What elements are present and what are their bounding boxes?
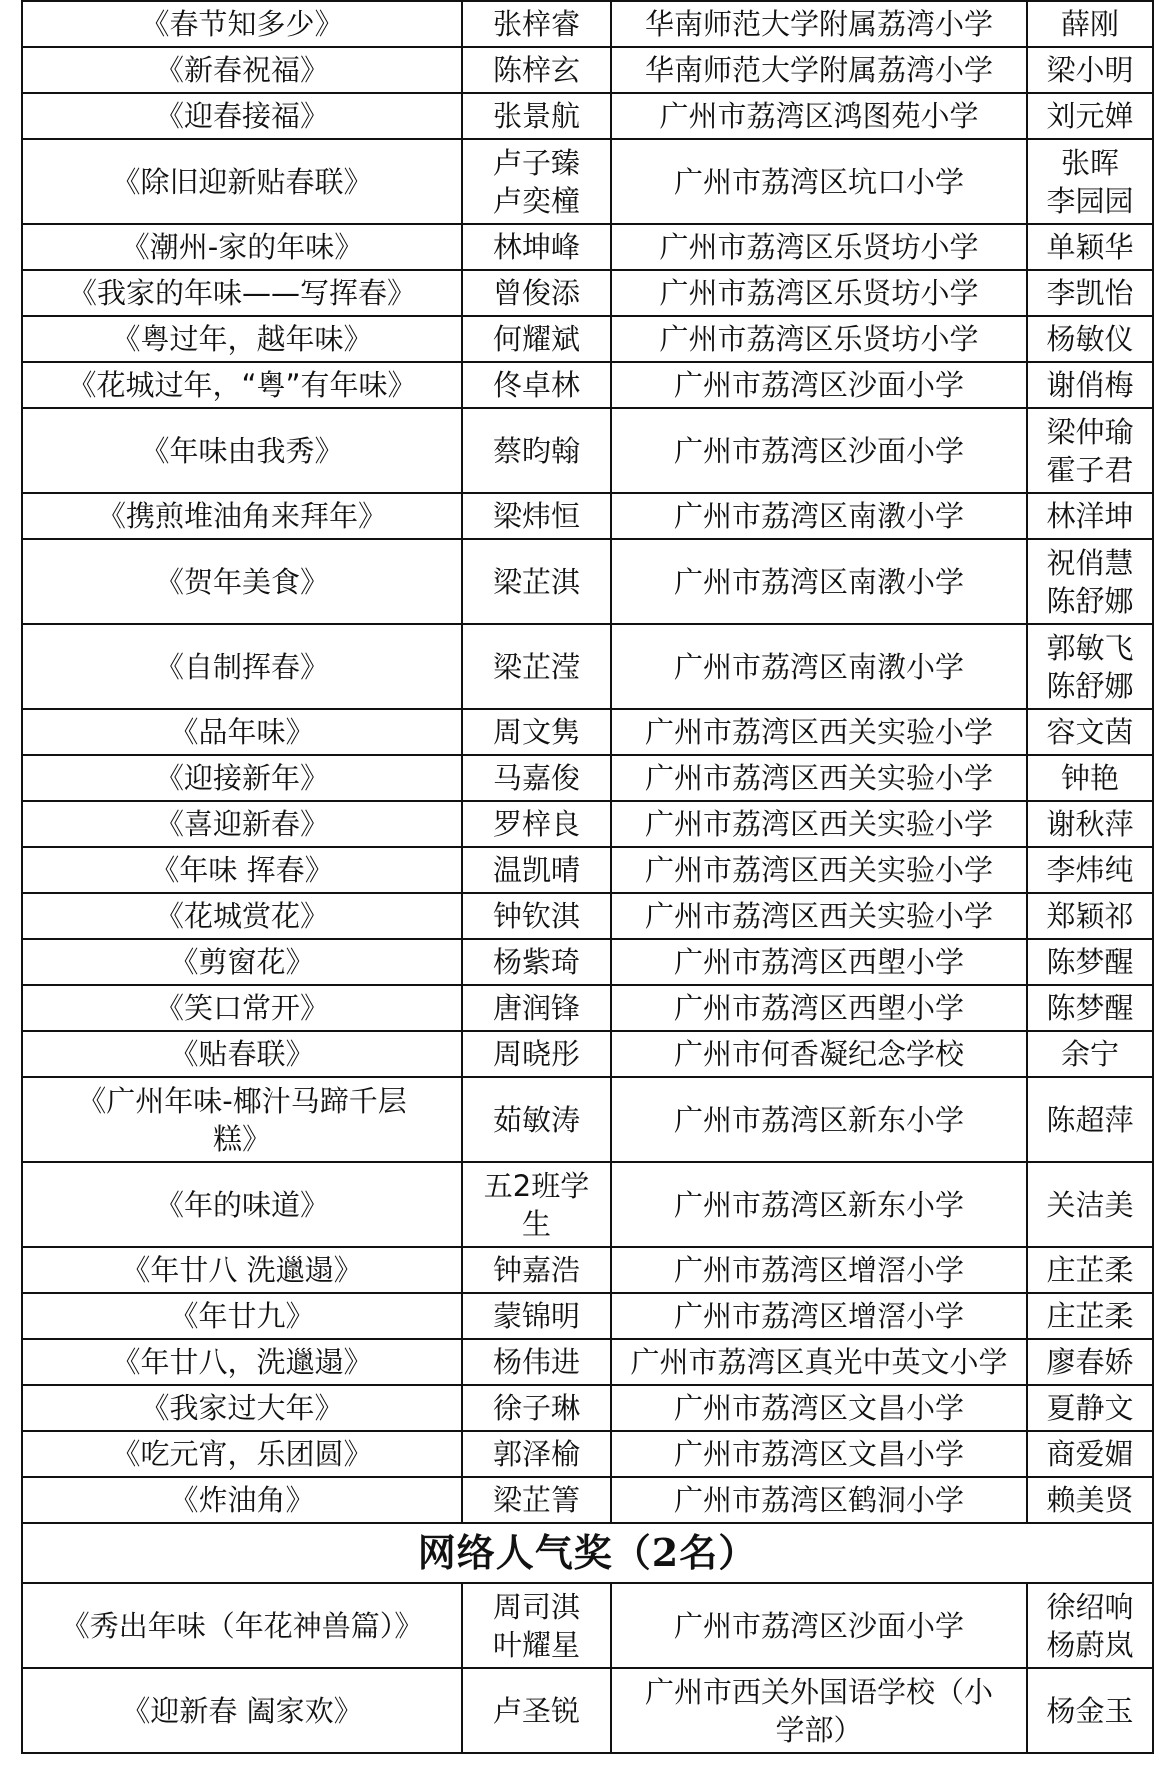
table-row — [22, 93, 1153, 139]
teacher-name-cell — [1027, 709, 1153, 755]
work-title-cell-line: 《喜迎新春》 — [154, 807, 329, 841]
work-title-cell-line: 《潮州-家的年味》 — [120, 230, 364, 264]
teacher-name-cell-line-2: 李园园 — [1046, 183, 1134, 218]
student-name-cell-line: 梁炜恒 — [492, 499, 580, 533]
work-title-cell — [22, 270, 462, 316]
school-name-cell-line: 华南师范大学附属荔湾小学 — [644, 53, 993, 87]
student-name-cell — [462, 624, 611, 709]
teacher-name-cell — [1027, 539, 1153, 624]
work-title-cell — [22, 939, 462, 985]
teacher-name-cell-line: 杨金玉 — [1046, 1693, 1134, 1728]
school-name-cell-line: 广州市荔湾区西塱小学 — [673, 991, 964, 1025]
student-name-cell-line-2: 卢奕橦 — [492, 183, 580, 218]
school-name-cell — [611, 47, 1027, 93]
table-row — [22, 624, 1153, 709]
student-name-cell — [462, 493, 611, 539]
student-name-cell — [462, 801, 611, 847]
school-name-cell — [611, 1, 1027, 47]
work-title-cell — [22, 801, 462, 847]
table-row — [22, 408, 1153, 493]
work-title-cell — [22, 755, 462, 801]
student-name-cell — [462, 939, 611, 985]
teacher-name-cell — [1027, 316, 1153, 362]
teacher-name-cell-line: 夏静文 — [1046, 1391, 1134, 1425]
student-name-cell-line: 罗梓良 — [492, 807, 580, 841]
student-name-cell — [462, 539, 611, 624]
school-name-cell-line: 广州市荔湾区乐贤坊小学 — [659, 230, 979, 264]
work-title-cell — [22, 1477, 462, 1523]
table-row — [22, 755, 1153, 801]
student-name-cell-line: 张梓睿 — [492, 7, 580, 41]
teacher-name-cell — [1027, 270, 1153, 316]
work-title-cell-line: 《我家过大年》 — [140, 1391, 344, 1425]
teacher-name-cell — [1027, 1293, 1153, 1339]
work-title-cell-line: 《吃元宵，乐团圆》 — [111, 1437, 373, 1471]
teacher-name-cell-line-2: 霍子君 — [1046, 452, 1134, 487]
teacher-name-cell — [1027, 408, 1153, 493]
student-name-cell-line-2: 生 — [521, 1206, 551, 1241]
school-name-cell-line: 广州市荔湾区西关实验小学 — [644, 715, 993, 749]
work-title-cell — [22, 93, 462, 139]
work-title-cell-line: 《年廿九》 — [169, 1299, 315, 1333]
work-title-cell — [22, 1385, 462, 1431]
table-row — [22, 1162, 1153, 1247]
school-name-cell — [611, 1077, 1027, 1162]
work-title-cell-line: 《炸油角》 — [169, 1483, 315, 1517]
teacher-name-cell-line: 容文茵 — [1046, 715, 1134, 749]
school-name-cell — [611, 1583, 1027, 1668]
table-row — [22, 47, 1153, 93]
work-title-cell — [22, 1339, 462, 1385]
teacher-name-cell — [1027, 93, 1153, 139]
student-name-cell-line: 张景航 — [492, 99, 580, 133]
student-name-cell — [462, 139, 611, 224]
student-name-cell-line: 温凯晴 — [492, 853, 580, 887]
teacher-name-cell — [1027, 1077, 1153, 1162]
school-name-cell-line: 广州市荔湾区南漖小学 — [673, 499, 964, 533]
student-name-cell — [462, 1477, 611, 1523]
school-name-cell-line: 广州市荔湾区沙面小学 — [673, 1608, 964, 1643]
work-title-cell — [22, 493, 462, 539]
work-title-cell-line: 《新春祝福》 — [154, 53, 329, 87]
student-name-cell-line: 徐子琳 — [492, 1391, 580, 1425]
school-name-cell — [611, 1293, 1027, 1339]
work-title-cell — [22, 709, 462, 755]
student-name-cell — [462, 1, 611, 47]
student-name-cell — [462, 362, 611, 408]
student-name-cell-line: 梁芷箐 — [492, 1483, 580, 1517]
school-name-cell — [611, 985, 1027, 1031]
teacher-name-cell — [1027, 939, 1153, 985]
student-name-cell-line: 周晓彤 — [492, 1037, 580, 1071]
student-name-cell-line: 钟嘉浩 — [492, 1253, 580, 1287]
table-row — [22, 270, 1153, 316]
school-name-cell-line: 广州市荔湾区西塱小学 — [673, 945, 964, 979]
work-title-cell — [22, 1293, 462, 1339]
teacher-name-cell-line-2: 杨蔚岚 — [1046, 1627, 1134, 1662]
awards-table-body — [22, 1, 1153, 1753]
school-name-cell-line: 广州市荔湾区南漖小学 — [673, 564, 964, 599]
teacher-name-cell-line: 李凯怡 — [1046, 276, 1134, 310]
teacher-name-cell — [1027, 624, 1153, 709]
teacher-name-cell-line: 刘元婵 — [1046, 99, 1134, 133]
teacher-name-cell-line: 赖美贤 — [1046, 1483, 1134, 1517]
student-name-cell — [462, 1339, 611, 1385]
school-name-cell — [611, 362, 1027, 408]
work-title-cell-line: 《迎接新年》 — [154, 761, 329, 795]
teacher-name-cell — [1027, 1431, 1153, 1477]
school-name-cell-line: 广州市荔湾区鸿图苑小学 — [659, 99, 979, 133]
student-name-cell — [462, 1668, 611, 1753]
student-name-cell-line: 周文隽 — [492, 715, 580, 749]
work-title-cell-line: 《广州年味-椰汁马蹄千层 — [77, 1083, 407, 1118]
student-name-cell-line: 卢圣锐 — [492, 1693, 580, 1728]
school-name-cell-line: 广州市何香凝纪念学校 — [673, 1037, 964, 1071]
teacher-name-cell — [1027, 1, 1153, 47]
table-row — [22, 1, 1153, 47]
work-title-cell — [22, 47, 462, 93]
student-name-cell-line: 蒙锦明 — [492, 1299, 580, 1333]
school-name-cell — [611, 316, 1027, 362]
school-name-cell — [611, 1668, 1027, 1753]
student-name-cell — [462, 224, 611, 270]
teacher-name-cell — [1027, 1247, 1153, 1293]
teacher-name-cell-line: 陈梦醒 — [1046, 945, 1134, 979]
teacher-name-cell-line: 郭敏飞 — [1046, 630, 1134, 665]
teacher-name-cell — [1027, 47, 1153, 93]
work-title-cell — [22, 985, 462, 1031]
work-title-cell — [22, 539, 462, 624]
teacher-name-cell — [1027, 1477, 1153, 1523]
teacher-name-cell — [1027, 755, 1153, 801]
school-name-cell — [611, 139, 1027, 224]
student-name-cell — [462, 755, 611, 801]
school-name-cell-line: 广州市西关外国语学校（小 — [644, 1674, 993, 1709]
work-title-cell — [22, 1247, 462, 1293]
school-name-cell-line: 广州市荔湾区增滘小学 — [673, 1299, 964, 1333]
student-name-cell — [462, 316, 611, 362]
teacher-name-cell-line: 商爱媚 — [1046, 1437, 1134, 1471]
work-title-cell-line: 《贺年美食》 — [154, 564, 329, 599]
school-name-cell-line: 广州市荔湾区乐贤坊小学 — [659, 322, 979, 356]
teacher-name-cell-line: 钟艳 — [1060, 761, 1119, 795]
student-name-cell — [462, 1431, 611, 1477]
teacher-name-cell-line: 谢俏梅 — [1046, 368, 1134, 402]
school-name-cell — [611, 893, 1027, 939]
teacher-name-cell-line: 陈梦醒 — [1046, 991, 1134, 1025]
work-title-cell-line: 《年廿八 洗邋遢》 — [121, 1253, 363, 1287]
teacher-name-cell-line: 梁仲瑜 — [1046, 414, 1134, 449]
school-name-cell-line: 广州市荔湾区沙面小学 — [673, 368, 964, 402]
work-title-cell-line: 《我家的年味——写挥春》 — [67, 276, 416, 310]
work-title-cell-line: 《迎新春 阖家欢》 — [121, 1693, 363, 1728]
school-name-cell-line-2: 学部） — [775, 1712, 863, 1747]
table-row — [22, 139, 1153, 224]
teacher-name-cell-line: 杨敏仪 — [1046, 322, 1134, 356]
work-title-cell-line: 《花城过年，“粤”有年味》 — [67, 368, 417, 402]
school-name-cell — [611, 939, 1027, 985]
school-name-cell — [611, 801, 1027, 847]
table-row — [22, 1247, 1153, 1293]
student-name-cell — [462, 847, 611, 893]
student-name-cell — [462, 270, 611, 316]
teacher-name-cell-line: 单颖华 — [1046, 230, 1134, 264]
work-title-cell — [22, 893, 462, 939]
student-name-cell — [462, 47, 611, 93]
school-name-cell-line: 广州市荔湾区新东小学 — [673, 1187, 964, 1222]
teacher-name-cell-line: 廖春娇 — [1046, 1345, 1134, 1379]
table-row — [22, 1583, 1153, 1668]
work-title-cell-line: 《自制挥春》 — [154, 649, 329, 684]
student-name-cell — [462, 709, 611, 755]
work-title-cell — [22, 847, 462, 893]
student-name-cell — [462, 408, 611, 493]
student-name-cell-line: 杨紫琦 — [492, 945, 580, 979]
table-row — [22, 1031, 1153, 1077]
school-name-cell — [611, 1247, 1027, 1293]
school-name-cell-line: 广州市荔湾区西关实验小学 — [644, 761, 993, 795]
awards-table-sheet — [21, 0, 1152, 1754]
teacher-name-cell-line: 李炜纯 — [1046, 853, 1134, 887]
work-title-cell-line: 《年廿八，洗邋遢》 — [111, 1345, 373, 1379]
work-title-cell — [22, 1077, 462, 1162]
teacher-name-cell — [1027, 1031, 1153, 1077]
awards-table — [21, 0, 1154, 1754]
work-title-cell-line: 《贴春联》 — [169, 1037, 315, 1071]
school-name-cell — [611, 847, 1027, 893]
student-name-cell-line: 何耀斌 — [492, 322, 580, 356]
teacher-name-cell — [1027, 362, 1153, 408]
teacher-name-cell — [1027, 493, 1153, 539]
table-row — [22, 1477, 1153, 1523]
student-name-cell-line: 林坤峰 — [492, 230, 580, 264]
school-name-cell-line: 广州市荔湾区鹤洞小学 — [673, 1483, 964, 1517]
table-row — [22, 1668, 1153, 1753]
school-name-cell — [611, 755, 1027, 801]
table-row — [22, 362, 1153, 408]
student-name-cell-line: 五2班学 — [483, 1168, 590, 1203]
teacher-name-cell — [1027, 893, 1153, 939]
section-row — [22, 1523, 1153, 1583]
table-row — [22, 801, 1153, 847]
school-name-cell — [611, 224, 1027, 270]
student-name-cell-line-2: 叶耀星 — [492, 1627, 580, 1662]
school-name-cell-line: 广州市荔湾区西关实验小学 — [644, 899, 993, 933]
teacher-name-cell — [1027, 224, 1153, 270]
table-row — [22, 224, 1153, 270]
teacher-name-cell-line: 张晖 — [1060, 145, 1119, 180]
work-title-cell — [22, 316, 462, 362]
teacher-name-cell-line: 谢秋萍 — [1046, 807, 1134, 841]
teacher-name-cell-line: 庄芷柔 — [1046, 1299, 1134, 1333]
work-title-cell-line: 《花城赏花》 — [154, 899, 329, 933]
work-title-cell — [22, 362, 462, 408]
school-name-cell-line: 华南师范大学附属荔湾小学 — [644, 7, 993, 41]
school-name-cell — [611, 93, 1027, 139]
teacher-name-cell-line: 关洁美 — [1046, 1187, 1134, 1222]
teacher-name-cell-line: 梁小明 — [1046, 53, 1134, 87]
table-row — [22, 1293, 1153, 1339]
work-title-cell — [22, 224, 462, 270]
table-row — [22, 1077, 1153, 1162]
work-title-cell-line: 《笑口常开》 — [154, 991, 329, 1025]
student-name-cell — [462, 93, 611, 139]
teacher-name-cell-line-2: 陈舒娜 — [1046, 583, 1134, 618]
table-row — [22, 939, 1153, 985]
school-name-cell — [611, 408, 1027, 493]
teacher-name-cell — [1027, 1339, 1153, 1385]
student-name-cell — [462, 1247, 611, 1293]
teacher-name-cell-line: 徐绍响 — [1046, 1589, 1134, 1624]
teacher-name-cell — [1027, 1583, 1153, 1668]
student-name-cell-line: 周司淇 — [492, 1589, 580, 1624]
school-name-cell-line: 广州市荔湾区文昌小学 — [673, 1391, 964, 1425]
work-title-cell-line: 《剪窗花》 — [169, 945, 315, 979]
school-name-cell — [611, 539, 1027, 624]
work-title-cell — [22, 1583, 462, 1668]
work-title-cell-line: 《年味 挥春》 — [150, 853, 334, 887]
student-name-cell-line: 蔡昀翰 — [492, 433, 580, 468]
school-name-cell — [611, 1031, 1027, 1077]
work-title-cell — [22, 624, 462, 709]
student-name-cell-line: 梁芷淇 — [492, 564, 580, 599]
school-name-cell — [611, 624, 1027, 709]
work-title-cell — [22, 1431, 462, 1477]
student-name-cell-line: 马嘉俊 — [492, 761, 580, 795]
table-row — [22, 1385, 1153, 1431]
student-name-cell — [462, 1385, 611, 1431]
table-row — [22, 1339, 1153, 1385]
school-name-cell-line: 广州市荔湾区新东小学 — [673, 1102, 964, 1137]
student-name-cell-line: 梁芷滢 — [492, 649, 580, 684]
teacher-name-cell — [1027, 1162, 1153, 1247]
teacher-name-cell-line: 余宁 — [1060, 1037, 1119, 1071]
work-title-cell-line: 《春节知多少》 — [140, 7, 344, 41]
school-name-cell — [611, 1477, 1027, 1523]
school-name-cell — [611, 1162, 1027, 1247]
school-name-cell-line: 广州市荔湾区西关实验小学 — [644, 853, 993, 887]
teacher-name-cell-line: 陈超萍 — [1046, 1102, 1134, 1137]
work-title-cell-line: 《秀出年味（年花神兽篇）》 — [60, 1608, 424, 1643]
school-name-cell — [611, 493, 1027, 539]
work-title-cell — [22, 1031, 462, 1077]
teacher-name-cell-line: 祝俏慧 — [1046, 545, 1134, 580]
work-title-cell — [22, 1, 462, 47]
student-name-cell — [462, 985, 611, 1031]
teacher-name-cell — [1027, 801, 1153, 847]
student-name-cell-line: 茹敏涛 — [492, 1102, 580, 1137]
teacher-name-cell — [1027, 847, 1153, 893]
school-name-cell-line: 广州市荔湾区坑口小学 — [673, 164, 964, 199]
student-name-cell — [462, 1293, 611, 1339]
teacher-name-cell-line: 庄芷柔 — [1046, 1253, 1134, 1287]
table-row — [22, 539, 1153, 624]
school-name-cell — [611, 1385, 1027, 1431]
work-title-cell-line-2: 糕》 — [212, 1121, 271, 1156]
student-name-cell-line: 卢子臻 — [492, 145, 580, 180]
work-title-cell — [22, 139, 462, 224]
work-title-cell — [22, 408, 462, 493]
student-name-cell-line: 杨伟进 — [492, 1345, 580, 1379]
teacher-name-cell-line-2: 陈舒娜 — [1046, 668, 1134, 703]
section-title: 网络人气奖（2名） — [22, 1523, 1153, 1583]
table-row — [22, 316, 1153, 362]
table-row — [22, 985, 1153, 1031]
table-row — [22, 493, 1153, 539]
school-name-cell — [611, 1431, 1027, 1477]
work-title-cell-line: 《携煎堆油角来拜年》 — [96, 499, 387, 533]
student-name-cell-line: 郭泽榆 — [492, 1437, 580, 1471]
school-name-cell — [611, 709, 1027, 755]
school-name-cell-line: 广州市荔湾区乐贤坊小学 — [659, 276, 979, 310]
work-title-cell-line: 《年味由我秀》 — [140, 433, 344, 468]
work-title-cell-line: 《粤过年，越年味》 — [111, 322, 373, 356]
work-title-cell-line: 《品年味》 — [169, 715, 315, 749]
school-name-cell-line: 广州市荔湾区文昌小学 — [673, 1437, 964, 1471]
student-name-cell — [462, 1077, 611, 1162]
teacher-name-cell — [1027, 985, 1153, 1031]
student-name-cell — [462, 1031, 611, 1077]
table-row — [22, 893, 1153, 939]
table-row — [22, 1431, 1153, 1477]
work-title-cell — [22, 1668, 462, 1753]
student-name-cell-line: 佟卓林 — [492, 368, 580, 402]
student-name-cell — [462, 1162, 611, 1247]
work-title-cell-line: 《迎春接福》 — [154, 99, 329, 133]
school-name-cell-line: 广州市荔湾区南漖小学 — [673, 649, 964, 684]
school-name-cell — [611, 1339, 1027, 1385]
work-title-cell-line: 《年的味道》 — [154, 1187, 329, 1222]
student-name-cell — [462, 893, 611, 939]
school-name-cell-line: 广州市荔湾区沙面小学 — [673, 433, 964, 468]
table-row — [22, 709, 1153, 755]
table-row — [22, 847, 1153, 893]
teacher-name-cell-line: 薛刚 — [1060, 7, 1119, 41]
teacher-name-cell-line: 郑颖祁 — [1046, 899, 1134, 933]
work-title-cell-line: 《除旧迎新贴春联》 — [111, 164, 373, 199]
school-name-cell-line: 广州市荔湾区增滘小学 — [673, 1253, 964, 1287]
school-name-cell-line: 广州市荔湾区真光中英文小学 — [630, 1345, 1008, 1379]
teacher-name-cell-line: 林洋坤 — [1046, 499, 1134, 533]
school-name-cell-line: 广州市荔湾区西关实验小学 — [644, 807, 993, 841]
student-name-cell-line: 唐润锋 — [492, 991, 580, 1025]
work-title-cell — [22, 1162, 462, 1247]
school-name-cell — [611, 270, 1027, 316]
student-name-cell-line: 钟钦淇 — [492, 899, 580, 933]
teacher-name-cell — [1027, 1385, 1153, 1431]
teacher-name-cell — [1027, 1668, 1153, 1753]
student-name-cell — [462, 1583, 611, 1668]
student-name-cell-line: 曾俊添 — [492, 276, 580, 310]
teacher-name-cell — [1027, 139, 1153, 224]
student-name-cell-line: 陈梓玄 — [492, 53, 580, 87]
